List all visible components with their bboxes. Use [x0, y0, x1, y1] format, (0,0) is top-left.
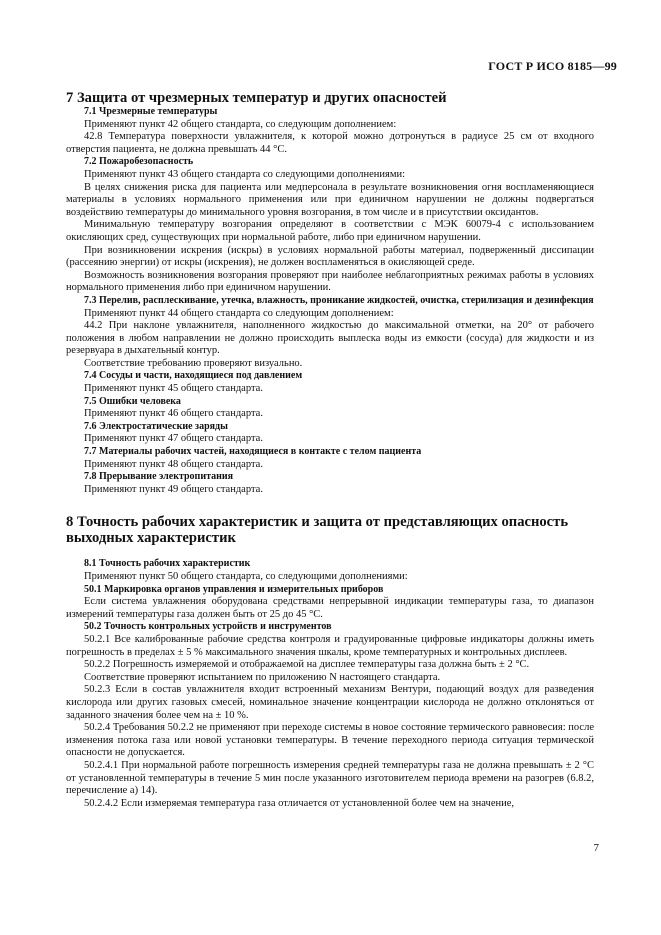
standard-header: ГОСТ Р ИСО 8185—99	[488, 59, 617, 73]
section-8-title: 8 Точность рабочих характеристик и защита от представляющих опасность выходных характеристик	[66, 514, 569, 547]
heading-7-3: 7.3 Перелив, расплескивание, утечка, влажность, проникание жидкостей, очистка, стерилизация и дезинфекция	[84, 294, 594, 306]
paragraph: Применяют пункт 47 общего стандарта.	[84, 433, 263, 445]
paragraph: Если система увлажнения оборудована средствами непрерывной индикации температуры газа, то диапазон измерений температуры газа должен быть от 25 до 45 °С.	[66, 596, 594, 620]
heading-7-5: 7.5 Ошибки человека	[84, 395, 181, 407]
paragraph: Соответствие требованию проверяют визуально.	[84, 357, 303, 369]
heading-7-2: 7.2 Пожаробезопасность	[84, 156, 194, 168]
section-7-title: 7 Защита от чрезмерных температур и других опасностей	[66, 90, 447, 106]
paragraph: В целях снижения риска для пациента или медперсонала в результате возникновения огня воспламеняющиеся материалы в условиях нормального применения или при единичном нарушении не должны подвергаться воздействию температуры до минимального уровня возгорания, в том числе и в присутствии оксидантов.	[66, 181, 594, 218]
paragraph: Применяют пункт 46 общего стандарта.	[84, 408, 263, 420]
paragraph: Применяют пункт 49 общего стандарта.	[84, 483, 263, 495]
heading-7-1: 7.1 Чрезмерные температуры	[84, 106, 218, 117]
page-body	[66, 90, 594, 810]
paragraph: Применяют пункт 44 общего стандарта со следующим дополнением:	[84, 307, 394, 319]
heading-50-1: 50.1 Маркировка органов управления и измерительных приборов	[84, 583, 384, 595]
heading-7-7: 7.7 Материалы рабочих частей, находящиеся в контакте с телом пациента	[84, 446, 422, 458]
paragraph: 50.2.4.2 Если измеряемая температура газа отличается от установленной более чем на значение,	[84, 797, 514, 809]
paragraph: Соответствие проверяют испытанием по приложению N настоящего стандарта.	[84, 671, 441, 683]
heading-8-1: 8.1 Точность рабочих характеристик	[84, 558, 251, 570]
paragraph: 50.2.4.1 При нормальной работе погрешность измерения средней температуры газа не должна превышать ± 2 °С от установленной температуры в течение 5 мин после указанного изготовителем периода времени на разогрев (6.8.2, перечисление а) 14).	[66, 759, 594, 797]
heading-7-8: 7.8 Прерывание электропитания	[84, 471, 234, 483]
paragraph: 42.8 Температура поверхности увлажнителя, к которой можно дотронуться в радиусе 25 см от входного отверстия пациента, не должна превышать 44 °С.	[66, 131, 594, 155]
paragraph: Применяют пункт 50 общего стандарта, со следующими дополнениями:	[84, 571, 408, 582]
heading-7-4: 7.4 Сосуды и части, находящиеся под давлением	[84, 370, 303, 382]
paragraph: Применяют пункт 45 общего стандарта.	[84, 383, 263, 395]
paragraph: Применяют пункт 43 общего стандарта со следующими дополнениями:	[84, 168, 406, 180]
paragraph: Минимальную температуру возгорания определяют в соответствии с МЭК 60079-4 с использованием окисляющих сред, существующих при нормальной работе, либо при единичном нарушении.	[66, 219, 594, 243]
paragraph: 50.2.4 Требования 50.2.2 не применяют при переходе системы в новое состояние термического равновесия: после изменения потока газа или новой установки температуры. В течение переходного периода ситуация термической опасности не допускается.	[66, 722, 594, 759]
paragraph: 50.2.1 Все калиброванные рабочие средства контроля и градуированные цифровые индикаторы должны иметь погрешность в пределах ± 5 % максимального значения шкалы, кроме температурных и контрольных дисплеев.	[66, 633, 594, 658]
page-number: 7	[593, 842, 599, 854]
heading-50-2: 50.2 Точность контрольных устройств и инструментов	[84, 621, 332, 633]
paragraph: При возникновении искрения (искры) в условиях нормальной работы материал, подверженный диссипации (рассеянию энергии) от искры (искрения), не должен воспламеняться в окисляющей среде.	[66, 244, 594, 269]
paragraph: 50.2.3 Если в состав увлажнителя входит встроенный механизм Вентури, подающий воздух для разведения кислорода или других газовых смесей, номинальное значение концентрации кислорода не должно отклоняться от заданного значения более чем на ± 10 %.	[66, 684, 594, 721]
paragraph: Возможность возникновения возгорания проверяют при наиболее неблагоприятных режимах работы в условиях нормального применения либо при единичном нарушении.	[66, 269, 594, 294]
paragraph: Применяют пункт 48 общего стандарта.	[84, 458, 263, 470]
paragraph: Применяют пункт 42 общего стандарта, со следующим дополнением:	[84, 118, 397, 130]
paragraph: 44.2 При наклоне увлажнителя, наполненного жидкостью до максимальной отметки, на 20° от рабочего положения в любом направлении не должно происходить выплеска воды из емкости (сосуда) для жидкости и из резервуара в дыхательный контур.	[66, 320, 594, 357]
heading-7-6: 7.6 Электростатические заряды	[84, 420, 228, 432]
paragraph: 50.2.2 Погрешность измеряемой и отображаемой на дисплее температуры газа должна быть ± 2 °С.	[84, 659, 530, 671]
